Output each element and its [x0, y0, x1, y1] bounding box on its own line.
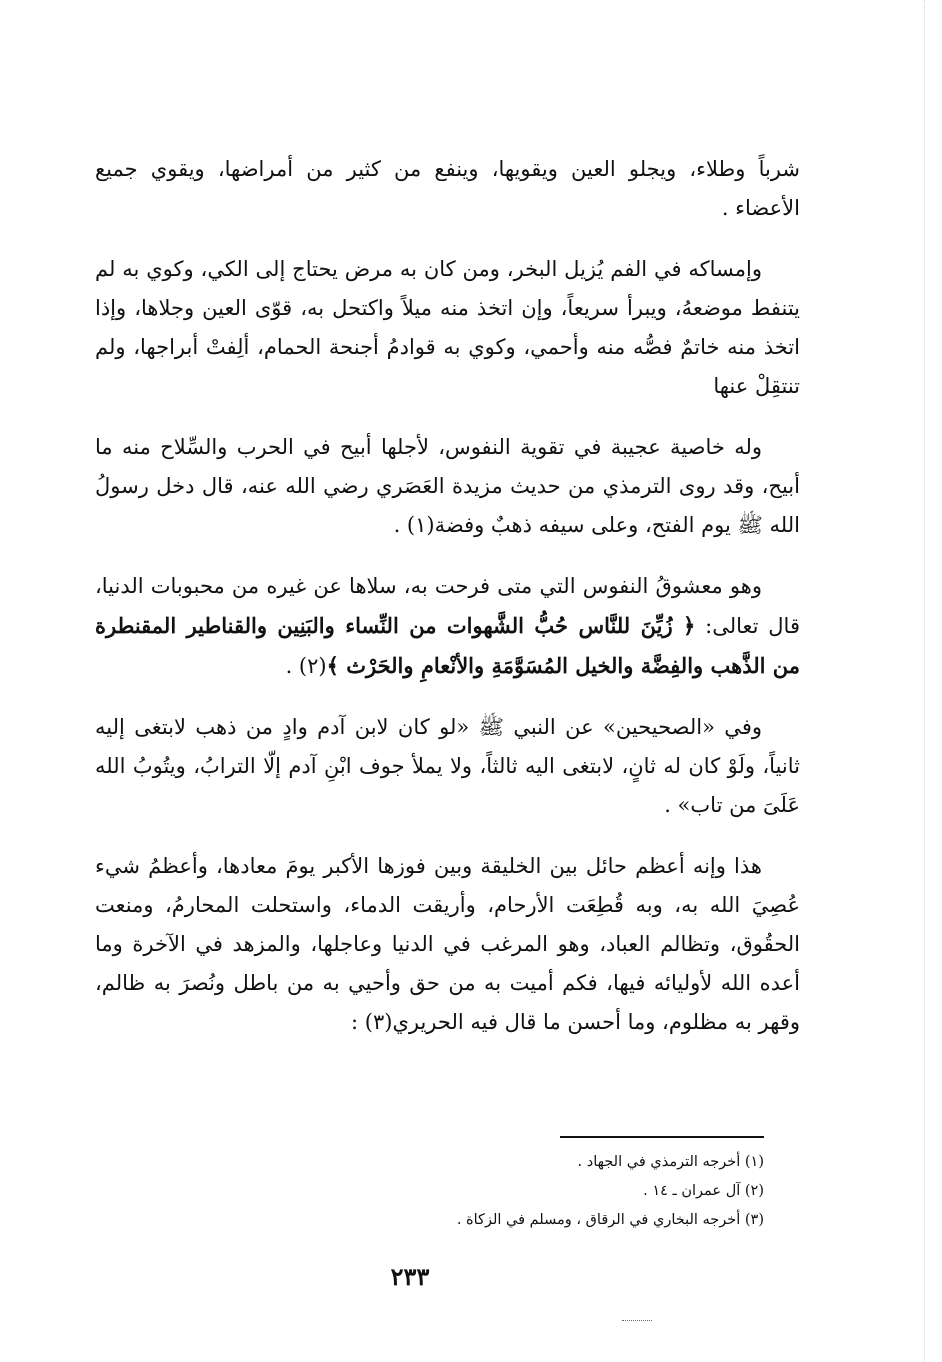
body-text	[95, 150, 800, 1064]
page-number: ٢٣٣	[390, 1262, 430, 1291]
quran-verse: ﴿ زُيِّنَ للنَّاس حُبُّ الشَّهوات من النِّساء والبَنِين والقناطير المقنطرة من الذَّهب والفِضَّة والخيل المُسَوَّمَةِ والأنْعامِ والحَرْث ﴾	[95, 613, 800, 678]
footnote-2: (٢) آل عمران ـ ١٤ .	[643, 1183, 764, 1199]
paragraph-holding-in-mouth: وإمساكه في الفم يُزيل البخر، ومن كان به مرض يحتاج إلى الكي، وكوي به لم يتنفط موضعهُ، ويبرأ سريعاً، وإن اتخذ منه ميلاً واكتحل به، قوّى العين وجلاها، وإذا اتخذ منه خاتمٌ فصُّه منه وأحمي، وكوي به قوادمُ أجنحة الحمام، ألِفتْ أبراجها، ولم تنتقِلْ عنها	[95, 257, 800, 398]
paragraph-strengthening-souls: وله خاصية عجيبة في تقوية النفوس، لأجلها أبيح في الحرب والسِّلاح منه ما أبيح، وقد روى الترمذي من حديث مزيدة العَصَري رضي الله عنه، قال دخل رسولُ الله ﷺ يوم الفتح، وعلى سيفه ذهبٌ وفضة(١) .	[95, 435, 800, 537]
footnotes	[380, 1148, 764, 1235]
footnote-divider	[560, 1136, 764, 1138]
scan-margin-line	[924, 0, 926, 1362]
paragraph-quran-verse	[95, 567, 800, 686]
verse-intro: وهو معشوقُ النفوس التي متى فرحت به، سلاها عن غيره من محبوبات الدنيا، قال تعالى:	[95, 574, 800, 638]
paragraph-gold-benefits: شرباً وطلاء، ويجلو العين ويقويها، وينفع من كثير من أمراضها، ويقوي جميع الأعضاء .	[95, 157, 800, 220]
paragraph-hadith: وفي «الصحيحين» عن النبي ﷺ «لو كان لابن آدم وادٍ من ذهب لابتغى إليه ثانياً، ولَوْ كان له ثانٍ، لابتغى اليه ثالثاً، ولا يملأ جوف ابْنِ آدم إلّا الترابُ، ويتُوبُ الله عَلَىَ من تاب» .	[95, 715, 800, 817]
scan-artifact	[622, 1320, 652, 1325]
verse-footnote-ref: (٢) .	[285, 654, 327, 678]
paragraph-greatest-barrier: هذا وإنه أعظم حائل بين الخليقة وبين فوزها الأكبر يومَ معادها، وأعظمُ شيء عُصِيَ الله به، وبه قُطِعَت الأرحام، وأريقت الدماء، واستحلت المحارمُ، ومنعت الحقُوق، وتظالم العباد، وهو المرغب في الدنيا وعاجلها، والمزهد في الآخرة وما أعده الله لأوليائه فيها، فكم أميت به من حق وأحيي به من باطل ونُصرَ به ظالم، وقهر به مظلوم، وما أحسن ما قال فيه الحريري(٣) :	[95, 854, 800, 1034]
footnote-3: (٣) أخرجه البخاري في الرقاق ، ومسلم في الزكاة .	[456, 1212, 764, 1228]
footnote-1: (١) أخرجه الترمذي في الجهاد .	[577, 1154, 764, 1170]
